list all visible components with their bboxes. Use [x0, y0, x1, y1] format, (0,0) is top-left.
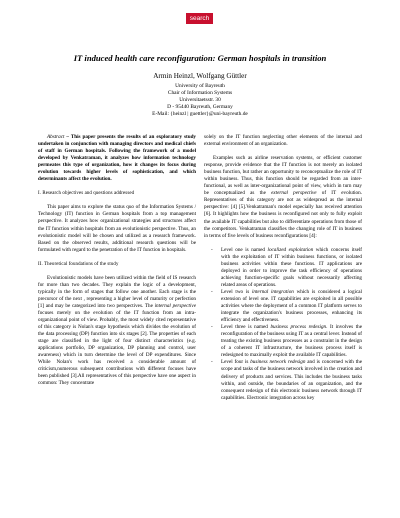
- abstract-label: Abstract: [47, 134, 65, 140]
- list-text: which concerns itself with the exploitation of IT within business functions, or isolated business activities within these functions. IT applications are deployed in order to improve the task efficiency of operations achieving function-specific goals without necessarily affecting related areas of operations.: [221, 246, 363, 288]
- affiliation-line: D - 95440 Bayreuth, Germany: [167, 104, 233, 110]
- section-heading: II. Theoretical foundations of the study: [38, 261, 119, 267]
- levels-list: [204, 247, 362, 402]
- emphasis-text: internal perspective: [154, 302, 196, 309]
- col2-paragraph: [204, 155, 362, 240]
- search-button[interactable]: search: [186, 13, 213, 24]
- section1-body: This paper aims to explore the status quo of the Information Systems / Technology (IT) function in German hospitals from a top management perspective. It analyzes how organizational strategies and structures affect the IT function within hospitals from an evolutionistic perspective. Thus, an evolutionistic model will be chosen and utilized as a research framework. Based on the observed results, additional research questions will be formulated with regard to the penetration of the IT function in hospitals.: [38, 204, 196, 253]
- list-text: Level four is: [221, 359, 251, 366]
- list-text: Level one is named: [221, 246, 268, 253]
- list-emphasis: localized exploitation: [267, 246, 314, 253]
- affiliation-line: Chair of Information Systems: [167, 90, 233, 96]
- body-text: focuses merely on the evolution of the IT function from an intra-organizational point of view. Probably, the most widely cited representative of this category is Nolan's stage hypothesis which divides the evolution of the data processing (DP) function into six stages [2]. The properties of each stage are classified in the light of four distinct characteristics (e.g. applications portfolio, DP organization, DP planning and control, user awareness) which in turn determine the level of DP expenditures. Since While Nolan's work has received a considerable amount of criticism,numerous subsequent contributions with different focuses have been published [3].All representatives of this perspective have one aspect in common: They concentrate: [38, 309, 196, 387]
- list-text: Level two is: [221, 288, 252, 295]
- body-text: of IT evolution. Representatives of this category are not as widespread as the internal perspective: [4] [5].Venkatraman's model especially has received attention [6]. It highlights how the business is reconfigured not only to fully exploit the available IT capabilities but also to differentiate operations from those of the competitors. Venkatraman classifies the changing role of IT in business in terms of five levels of business reconfigurations [4]:: [204, 190, 362, 239]
- list-emphasis: business process redesign: [270, 324, 327, 331]
- abstract-text: – This paper presents the results of an exploratory study undertaken in conjunction with managing directors and medical chiefs of staff in German hospitals. Following the framework of a model developed by Venkatraman, it analyzes how information technology permeates this type of organization, how it changes its focus during evolution towards higher levels of sophistication, and which determinants affect the evolution.: [38, 134, 196, 183]
- list-item: - Level three is named business process redesign. It involves the reconfiguration of the business using IT as a central lever. Instead of treating the existing business processes as a constraint in the design of a coherent IT infrastructure, the business process itself is redesigned to maximally exploit the available IT capabilities.: [211, 324, 363, 359]
- list-emphasis: business network redesign: [250, 359, 306, 366]
- section2-body: [38, 275, 196, 388]
- list-text: which is considered a logical extension of level one. IT capabilities are exploited in all possible activities where the deployment of a common IT platform serves to integrate the organization's business processes, enhancing its efficiency and effectiveness.: [221, 288, 362, 324]
- section-heading: I. Research objectives and questions addressed: [38, 191, 135, 197]
- paper-title: IT induced health care reconfiguration: German hospitals in transition: [73, 53, 327, 63]
- col2-paragraph: solely on the IT function neglecting other elements of the internal and external environment of an organization.: [204, 134, 362, 148]
- body-text: Evolutionistic models have been utilized within the field of IS research for more than two decades. They explain the logic of a development, typically in the form of stages that follow one another. Each stage is the precursor of the next , representing a higher level of maturity or perfection [1] and may be categorized into two perspectives. The: [38, 274, 196, 309]
- list-text: and is concerned with the scope and tasks of the business network involved in the creation and delivery of products and services. This includes the business tasks within, and outside, the boundaries of an organization, and the consequent redesign of this electronic business network through IT capabilities. Electronic integration across key: [221, 359, 362, 401]
- left-column: [38, 134, 196, 395]
- list-item: - Level two is internal integration which is considered a logical extension of level one. IT capabilities are exploited in all possible activities where the deployment of a common IT platform serves to integrate the organization's business processes, enhancing its efficiency and effectiveness.: [211, 288, 362, 324]
- list-text: Level three is named: [221, 324, 271, 331]
- list-item: - Level one is named localized exploitation which concerns itself with the exploitation of IT within business functions, or isolated business activities within these functions. IT applications are deployed in order to improve the task efficiency of operations achieving function-specific goals without necessarily affecting related areas of operations.: [211, 246, 363, 288]
- affiliation-email: E-Mail: {heinzl | guettler}@uni-bayreuth.de: [152, 111, 248, 117]
- list-text: . It involves the reconfiguration of the business using IT as a central lever. Instead of treating the existing business processes as a constraint in the design of a coherent IT infrastructure, the business process itself is redesigned to maximally exploit the available IT capabilities.: [221, 324, 363, 359]
- list-emphasis: internal integration: [252, 288, 294, 295]
- paper-authors: Armin Heinzl, Wolfgang Güttler: [153, 72, 247, 80]
- affiliation-line: Universitaetsstr. 30: [179, 97, 221, 103]
- affiliation-line: University of Bayreuth: [175, 83, 225, 89]
- list-item: - Level four is business network redesign and is concerned with the scope and tasks of the business network involved in the creation and delivery of products and services. This includes the business tasks within, and outside, the boundaries of an organization, and the consequent redesign of this electronic business network through IT capabilities. Electronic integration across key: [211, 359, 362, 401]
- right-column: [204, 134, 362, 402]
- emphasis-text: external perspective: [271, 190, 317, 197]
- abstract: [38, 134, 196, 183]
- author-affiliation: [0, 83, 400, 118]
- body-text: Examples such as airline reservation systems, or efficient customer response, provide evidence that the IT function is not merely an isolated business function, but rather an opportunity to reconceptualize the role of IT within business. Thus, this function should be regarded from an inter-functional, as well as inter-organizational point of view, which in turn may be conceptualized as the: [204, 155, 362, 197]
